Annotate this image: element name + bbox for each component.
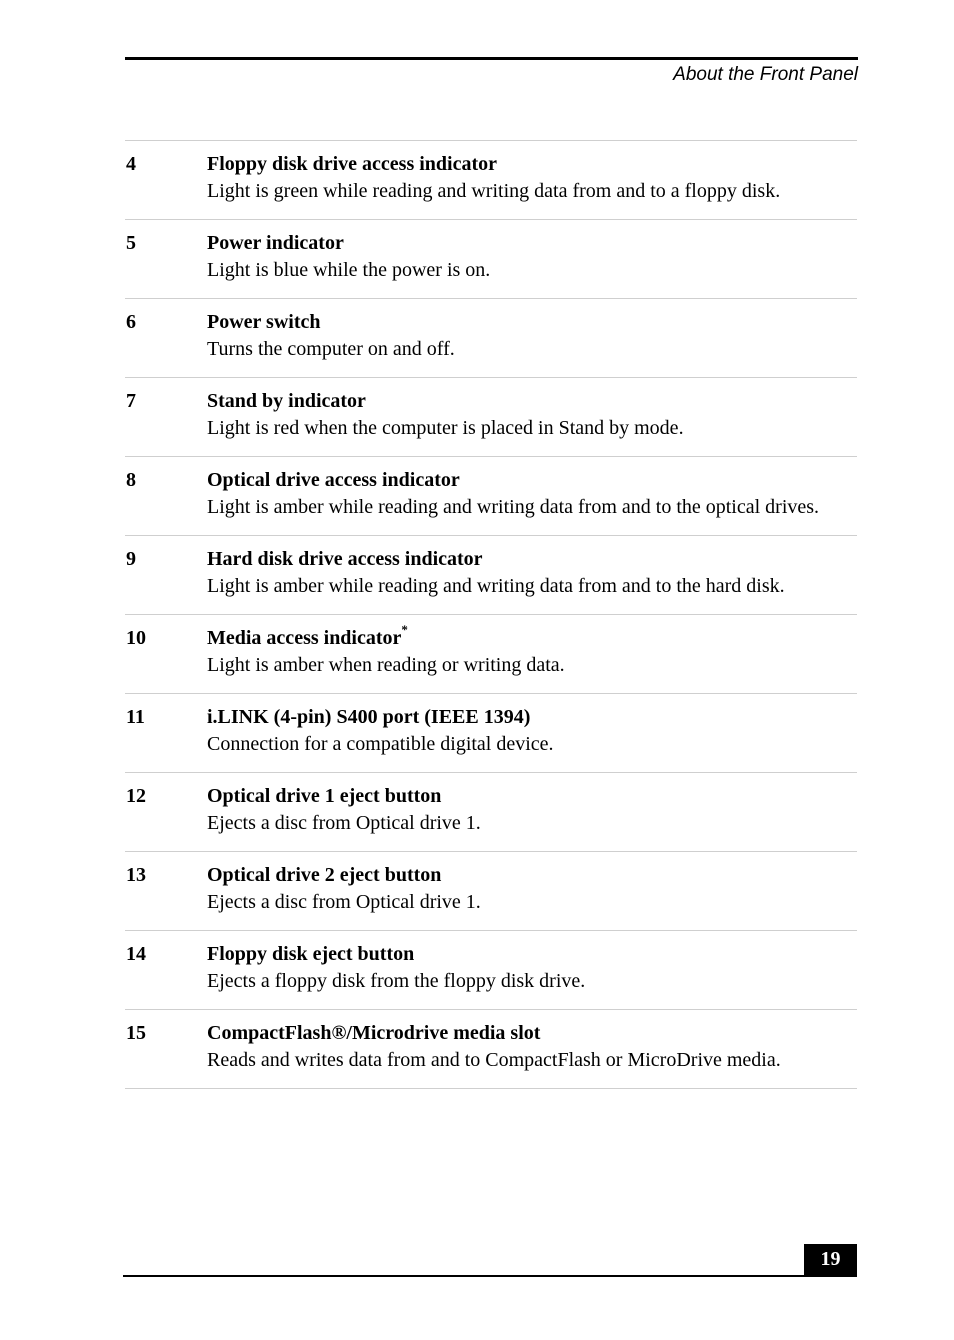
item-body <box>207 151 857 205</box>
section-title: About the Front Panel <box>673 64 858 85</box>
item-description: Light is red when the computer is placed in Stand by mode. <box>207 417 684 439</box>
item-title: CompactFlash®/Microdrive media slot <box>207 1022 541 1044</box>
list-item <box>125 931 857 1010</box>
list-item <box>125 141 857 220</box>
item-title: Floppy disk drive access indicator <box>207 153 498 175</box>
item-description: Light is amber when reading or writing data. <box>207 654 565 676</box>
item-description: Ejects a floppy disk from the floppy disk drive. <box>207 970 586 992</box>
item-body <box>207 862 857 916</box>
footer-rule <box>123 1275 857 1277</box>
item-number: 10 <box>126 627 146 649</box>
item-title: Power switch <box>207 311 321 333</box>
list-item <box>125 378 857 457</box>
item-description: Ejects a disc from Optical drive 1. <box>207 891 481 913</box>
item-description: Light is blue while the power is on. <box>207 259 491 281</box>
item-body <box>207 941 857 995</box>
item-number: 4 <box>126 153 136 175</box>
item-description: Connection for a compatible digital device. <box>207 733 554 755</box>
item-title: Media access indicator* <box>207 622 408 649</box>
item-number: 15 <box>126 1022 146 1044</box>
item-body <box>207 309 857 363</box>
item-description: Light is amber while reading and writing data from and to the hard disk. <box>207 575 785 597</box>
item-title: Optical drive 1 eject button <box>207 785 442 807</box>
list-item <box>125 220 857 299</box>
list-item <box>125 694 857 773</box>
item-body <box>207 230 857 284</box>
list-item <box>125 615 857 694</box>
list-item <box>125 457 857 536</box>
item-number: 14 <box>126 943 146 965</box>
item-number: 13 <box>126 864 146 886</box>
item-title: Stand by indicator <box>207 390 366 412</box>
item-body <box>207 388 857 442</box>
item-number: 7 <box>126 390 136 412</box>
item-description: Reads and writes data from and to CompactFlash or MicroDrive media. <box>207 1049 781 1071</box>
item-title: Power indicator <box>207 232 344 254</box>
item-number: 6 <box>126 311 136 333</box>
list-item <box>125 1010 857 1089</box>
item-description: Ejects a disc from Optical drive 1. <box>207 812 481 834</box>
item-title: Optical drive 2 eject button <box>207 864 442 886</box>
item-title: i.LINK (4-pin) S400 port (IEEE 1394) <box>207 706 531 728</box>
item-number: 11 <box>126 706 145 728</box>
item-title: Optical drive access indicator <box>207 469 460 491</box>
item-number: 5 <box>126 232 136 254</box>
item-number: 9 <box>126 548 136 570</box>
list-item <box>125 773 857 852</box>
item-description: Light is green while reading and writing data from and to a floppy disk. <box>207 180 781 202</box>
list-item <box>125 299 857 378</box>
footnote-mark: * <box>401 622 408 638</box>
page-number: 19 <box>804 1244 857 1276</box>
item-body <box>207 704 857 758</box>
list-item <box>125 852 857 931</box>
item-number: 12 <box>126 785 146 807</box>
list-item <box>125 536 857 615</box>
item-description: Turns the computer on and off. <box>207 338 455 360</box>
item-title: Floppy disk eject button <box>207 943 415 965</box>
item-title: Hard disk drive access indicator <box>207 548 483 570</box>
item-body <box>207 783 857 837</box>
item-body <box>207 467 857 521</box>
item-number: 8 <box>126 469 136 491</box>
header-rule <box>125 57 858 60</box>
item-body <box>207 546 857 600</box>
item-body <box>207 1020 857 1074</box>
item-body <box>207 622 857 679</box>
item-description: Light is amber while reading and writing data from and to the optical drives. <box>207 496 820 518</box>
front-panel-item-list <box>125 140 857 1089</box>
